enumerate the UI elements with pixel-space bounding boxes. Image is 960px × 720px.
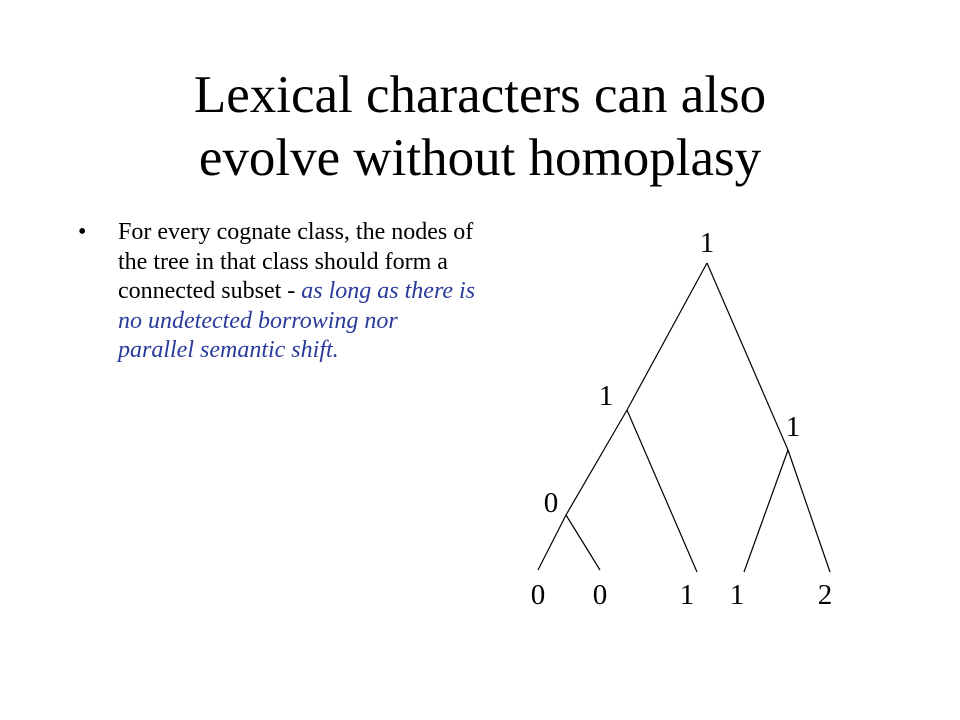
leaf-label-1: 0 bbox=[530, 579, 546, 611]
leaf-label-5: 2 bbox=[817, 579, 833, 611]
node-label-left-internal: 1 bbox=[598, 380, 614, 412]
tree-edge-left-leaf3 bbox=[627, 410, 697, 572]
bullet-emphasis-text: as long as there is no undetected borrowing nor parallel semantic shift. bbox=[118, 278, 476, 363]
tree-edge-root-left bbox=[627, 263, 707, 410]
leaf-label-2: 0 bbox=[592, 579, 608, 611]
title-line-1: Lexical characters can also bbox=[193, 66, 767, 124]
tree-edge-inner-leaf2 bbox=[566, 515, 600, 570]
tree-edge-root-right bbox=[707, 263, 788, 450]
tree-edge-left-inner bbox=[566, 410, 627, 515]
bullet-plain-text: For every cognate class, the nodes of the tree in that class should form a connected subset - bbox=[118, 219, 474, 304]
tree-edge-right-leaf4 bbox=[744, 450, 788, 572]
tree-edge-right-leaf5 bbox=[788, 450, 830, 572]
node-label-right-internal: 1 bbox=[785, 411, 801, 443]
leaf-label-4: 1 bbox=[729, 579, 745, 611]
title-line-2: evolve without homoplasy bbox=[198, 129, 762, 187]
bullet-marker: • bbox=[78, 219, 87, 245]
node-label-inner-internal: 0 bbox=[543, 487, 559, 519]
leaf-label-3: 1 bbox=[679, 579, 695, 611]
node-label-root: 1 bbox=[699, 227, 715, 259]
tree-edge-inner-leaf1 bbox=[538, 515, 566, 570]
